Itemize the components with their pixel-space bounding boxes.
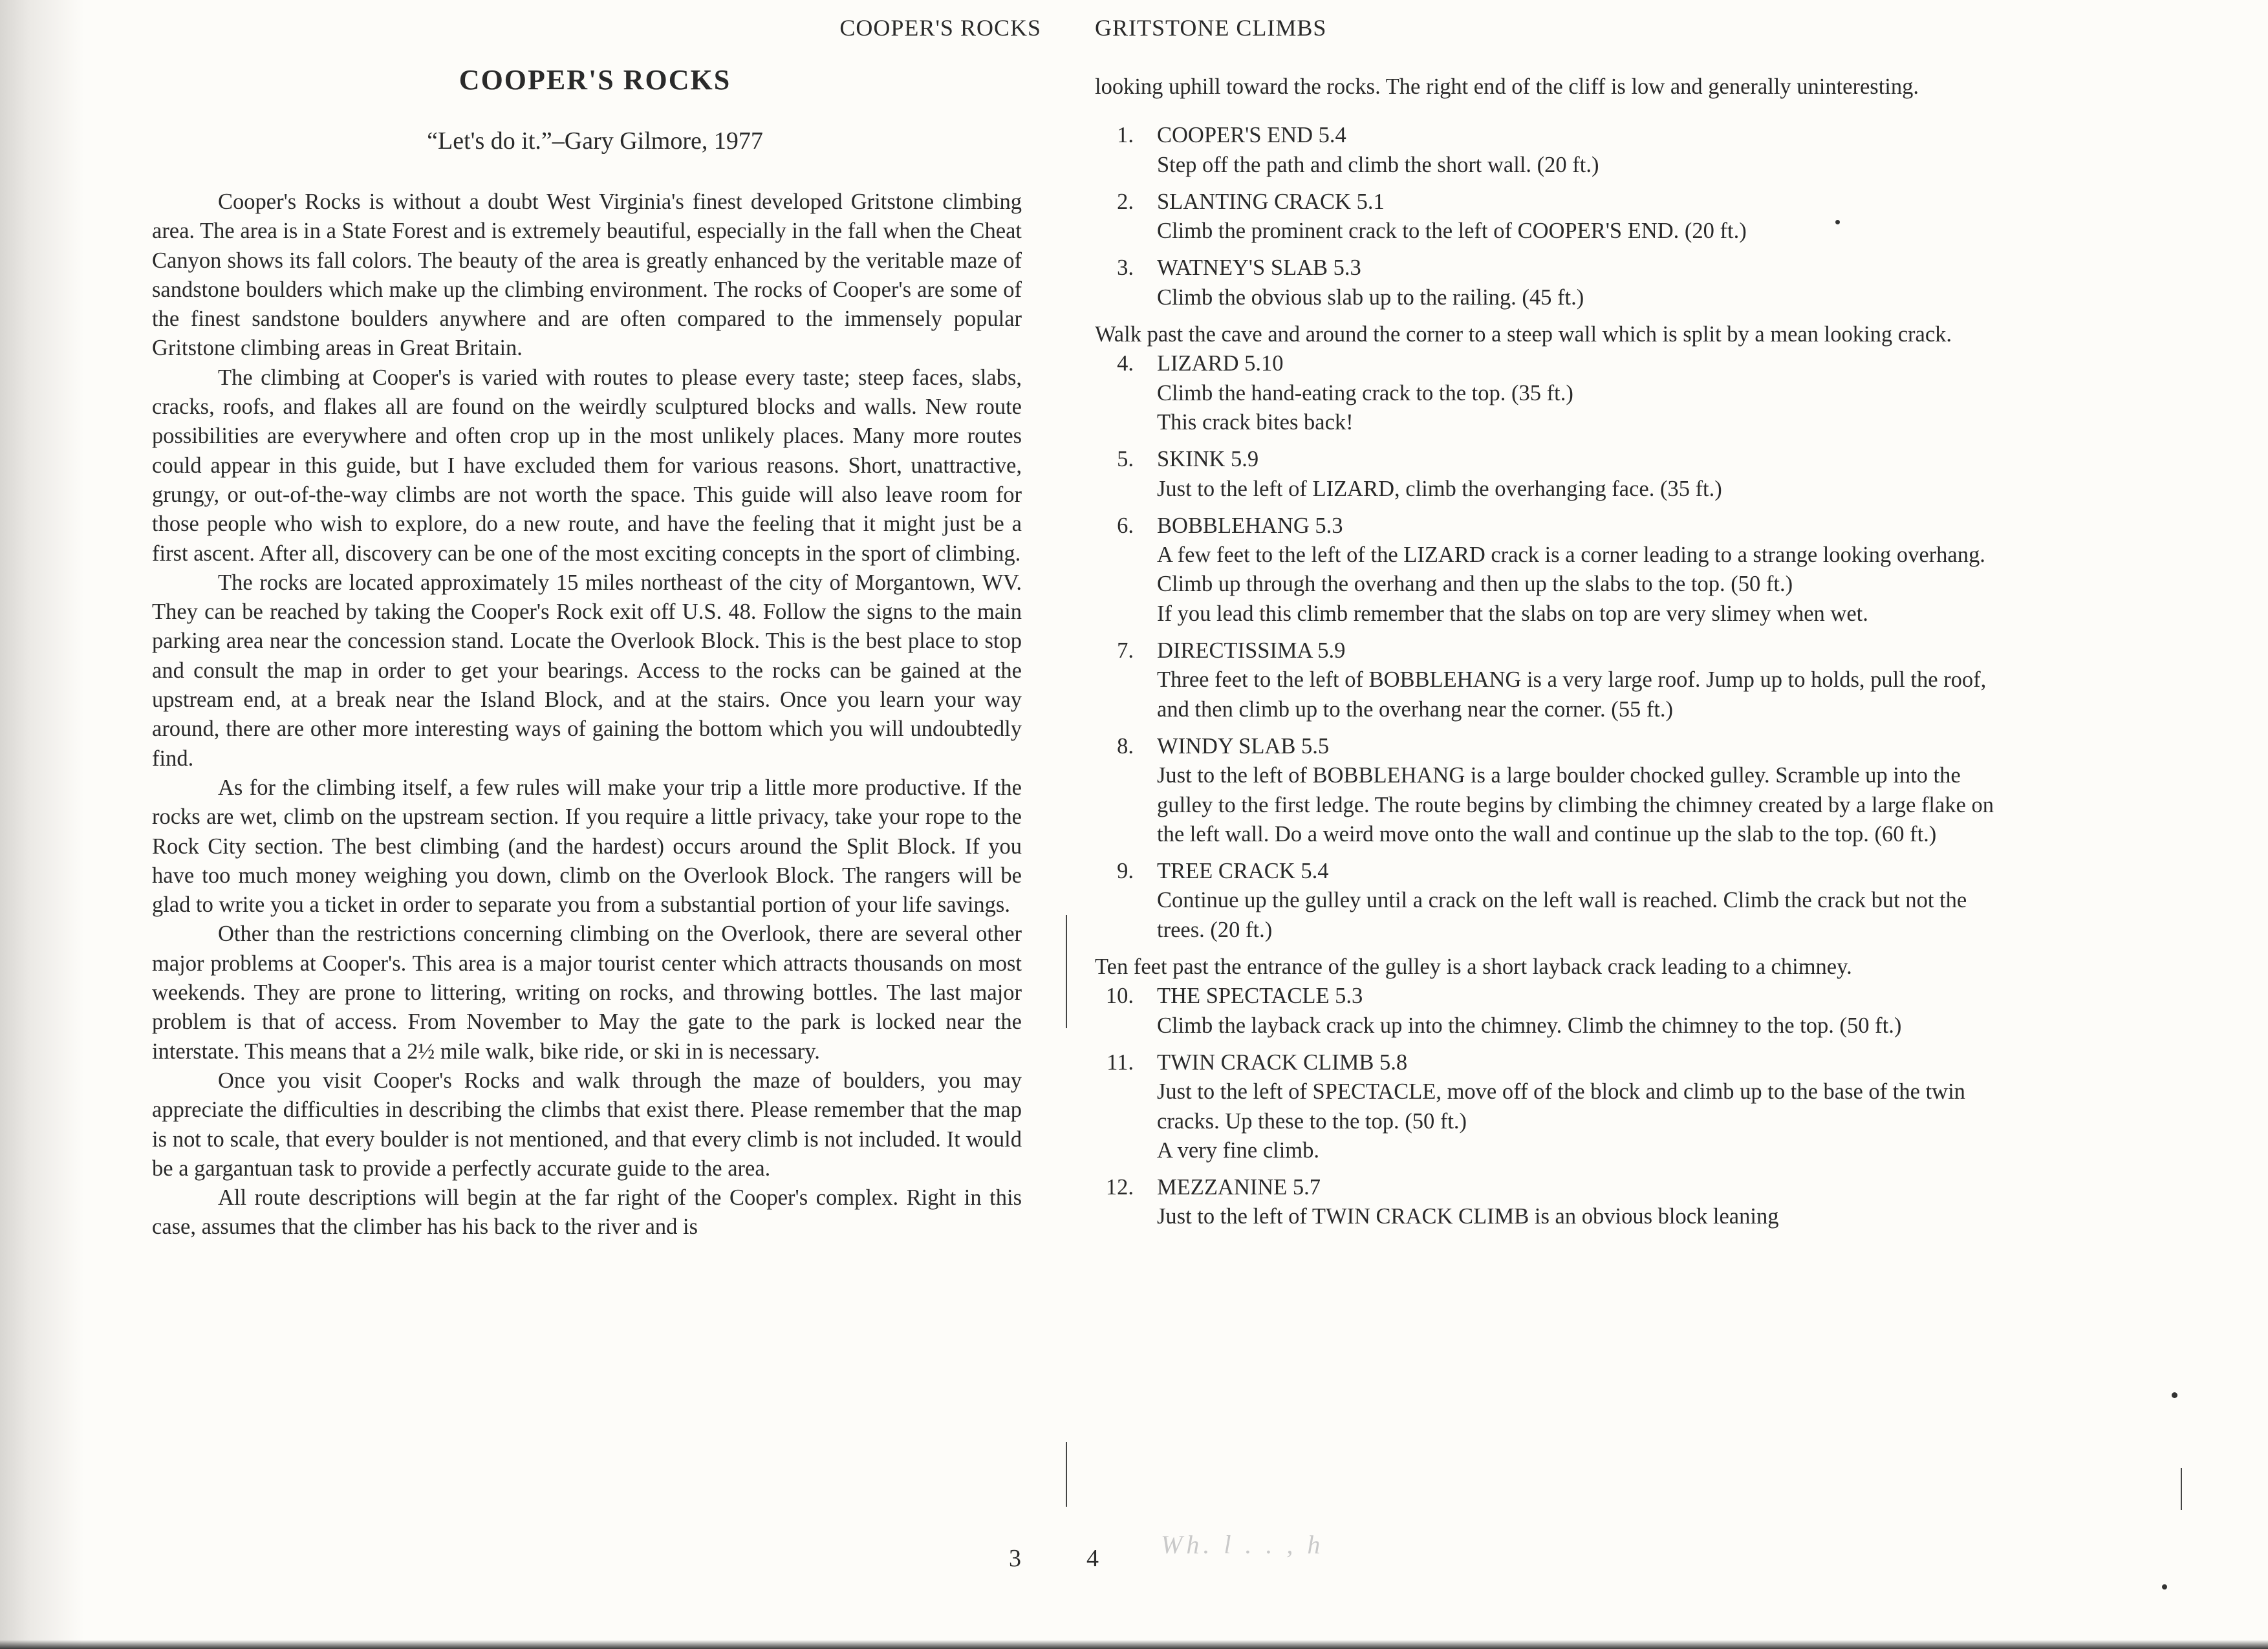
route-number: 12.	[1105, 1175, 1134, 1200]
route-description: Climb the hand-eating crack to the top. (35 ft.)	[1157, 380, 1573, 405]
binding-shadow	[0, 0, 84, 1649]
route-number: 8.	[1117, 733, 1134, 759]
left-running-head: COOPER'S ROCKS	[839, 15, 1041, 41]
route-entry	[1095, 512, 1994, 629]
route-description: Just to the left of SPECTACLE, move off of the block and climb up to the base of the twin cracks. Up these to the top. (50 ft.)	[1157, 1079, 1965, 1134]
route-description: Just to the left of TWIN CRACK CLIMB is an obvious block leaning	[1157, 1204, 1779, 1229]
route-name: SKINK 5.9	[1157, 447, 1259, 472]
route-entry	[1095, 188, 1994, 246]
body-text	[152, 188, 1022, 1242]
route-heading	[1095, 1173, 1994, 1202]
right-page	[1074, 0, 2268, 1649]
route-heading	[1095, 732, 1994, 761]
transition-text: Ten feet past the entrance of the gulley is a short layback crack leading to a chimney.	[1095, 954, 1852, 980]
route-heading	[1095, 445, 1994, 474]
route-number: 6.	[1117, 513, 1134, 538]
route-entry	[1095, 732, 1994, 849]
route-heading	[1095, 1048, 1994, 1077]
speck	[1835, 220, 1840, 224]
handwritten-scribble: Wh. l . . , h	[1161, 1530, 1324, 1559]
route-name: WINDY SLAB 5.5	[1157, 733, 1330, 759]
route-entry	[1095, 1048, 1994, 1165]
right-page-number: 4	[1086, 1545, 1099, 1572]
route-description: Continue up the gulley until a crack on the left wall is reached. Climb the crack but not the trees. (20 ft.)	[1157, 888, 1967, 942]
route-description: Climb the obvious slab up to the railing. (45 ft.)	[1157, 285, 1584, 310]
speck	[2172, 1392, 2177, 1398]
paragraph: Once you visit Cooper's Rocks and walk through the maze of boulders, you may appreciate the difficulties in describing the climbs that exist there. Please remember that the map is not to scale, that every boulder is not mentioned, and that every climb is not included. It would be a gargantuan task to provide a perfectly accurate guide to the area.	[152, 1068, 1022, 1181]
route-name: SLANTING CRACK 5.1	[1157, 189, 1385, 214]
route-number: 9.	[1117, 859, 1134, 884]
transition-text: Walk past the cave and around the corner to a steep wall which is split by a mean looking crack.	[1095, 322, 1952, 347]
route-description: Step off the path and climb the short wall. (20 ft.)	[1157, 152, 1599, 177]
route-heading	[1095, 636, 1994, 665]
route-number: 7.	[1117, 638, 1134, 663]
route-entry	[1095, 1173, 1994, 1232]
scan-edge	[0, 1640, 2268, 1649]
route-name: TREE CRACK 5.4	[1157, 859, 1329, 884]
routes	[1095, 121, 1994, 1231]
paragraph: Other than the restrictions concerning climbing on the Overlook, there are several other major problems at Cooper's. This area is a major tourist center which attracts thousands on most weekends. They are prone to littering, writing on rocks, and throwing bottles. The last major problem is that of access. From November to May the gate to the park is locked near the interstate. This means that a 2½ mile walk, bike ride, or ski in is necessary.	[152, 921, 1022, 1064]
speck	[1066, 915, 1067, 1028]
route-entry	[1095, 857, 1994, 945]
route-entry	[1095, 349, 1994, 437]
route-heading	[1095, 188, 1994, 217]
route-heading	[1095, 857, 1994, 886]
route-description: A very fine climb.	[1157, 1137, 1320, 1163]
route-name: MEZZANINE 5.7	[1157, 1175, 1321, 1200]
route-number: 10.	[1105, 984, 1134, 1009]
route-number: 3.	[1117, 255, 1134, 281]
route-heading	[1095, 253, 1994, 283]
route-description: This crack bites back!	[1157, 409, 1354, 435]
route-name: WATNEY'S SLAB 5.3	[1157, 255, 1361, 281]
route-heading	[1095, 512, 1994, 541]
paragraph: As for the climbing itself, a few rules will make your trip a little more productive. If the rocks are wet, climb on the upstream section. If you require a little privacy, take your rope to the Rock City section. The best climbing (and the hardest) occurs around the Split Block. If you have too much money weighing you down, climb on the Overlook Block. The rangers will be glad to write you a ticket in order to separate you from a substantial portion of your life savings.	[152, 775, 1022, 918]
epigraph: “Let's do it.”–Gary Gilmore, 1977	[427, 127, 763, 155]
route-description: Just to the left of BOBBLEHANG is a large boulder chocked gulley. Scramble up into the gulley to the first ledge. The route begins by climbing the chimney created by a large flake on the left wall. Do a weird move onto the wall and continue up the slab to the top. (60 ft.)	[1157, 763, 1994, 846]
route-number: 4.	[1117, 351, 1134, 376]
right-running-head: GRITSTONE CLIMBS	[1095, 15, 1327, 41]
route-number: 1.	[1117, 123, 1134, 148]
route-heading	[1095, 121, 1994, 150]
intro-text: looking uphill toward the rocks. The right end of the cliff is low and generally uninteresting.	[1095, 74, 1919, 99]
route-description: Just to the left of LIZARD, climb the overhanging face. (35 ft.)	[1157, 476, 1722, 501]
route-name: LIZARD 5.10	[1157, 351, 1284, 376]
route-heading	[1095, 349, 1994, 378]
speck	[2162, 1584, 2167, 1590]
speck	[1066, 1442, 1067, 1507]
route-heading	[1095, 982, 1994, 1011]
route-number: 11.	[1107, 1050, 1134, 1075]
route-entry	[1095, 982, 1994, 1040]
paragraph: Cooper's Rocks is without a doubt West Virginia's finest developed Gritstone climbing area. The area is in a State Forest and is extremely beautiful, especially in the fall when the Cheat Canyon shows its fall colors. The beauty of the area is greatly enhanced by the veritable maze of sandstone boulders which make up the climbing environment. The rocks of Cooper's are some of the finest sandstone boulders anywhere and are often compared to the immensely popular Gritstone climbing areas in Great Britain.	[152, 189, 1022, 361]
route-name: DIRECTISSIMA 5.9	[1157, 638, 1346, 663]
route-name: TWIN CRACK CLIMB 5.8	[1157, 1050, 1408, 1075]
route-number: 2.	[1117, 189, 1134, 214]
route-description: A few feet to the left of the LIZARD crack is a corner leading to a strange looking overhang. Climb up through the overhang and then up the slabs to the top. (50 ft.)	[1157, 543, 1985, 597]
speck	[2181, 1468, 2182, 1510]
route-description: If you lead this climb remember that the slabs on top are very slimey when wet.	[1157, 601, 1868, 626]
route-entry	[1095, 253, 1994, 312]
left-page	[0, 0, 1074, 1649]
left-page-number: 3	[1009, 1545, 1021, 1572]
route-name: THE SPECTACLE 5.3	[1157, 984, 1363, 1009]
route-name: BOBBLEHANG 5.3	[1157, 513, 1343, 538]
route-description: Climb the layback crack up into the chimney. Climb the chimney to the top. (50 ft.)	[1157, 1013, 1902, 1038]
paragraph: The climbing at Cooper's is varied with routes to please every taste; steep faces, slabs, cracks, roofs, and flakes all are found on the weirdly sculptured blocks and walls. New route possibilities are everywhere and often crop up in the most unlikely places. Many more routes could appear in this guide, but I have excluded them for various reasons. Short, unattractive, grungy, or out-of-the-way climbs are not worth the space. This guide will also leave room for those people who wish to explore, do a new route, and have the feeling that it might just be a first ascent. After all, discovery can be one of the most exciting concepts in the sport of climbing.	[152, 365, 1022, 566]
chapter-title: COOPER'S ROCKS	[459, 64, 731, 96]
route-description: Climb the prominent crack to the left of COOPER'S END. (20 ft.)	[1157, 219, 1747, 244]
paragraph: All route descriptions will begin at the far right of the Cooper's complex. Right in this case, assumes that the climber has his back to the river and is	[152, 1185, 1022, 1240]
route-list	[1095, 72, 1994, 1240]
paragraph: The rocks are located approximately 15 miles northeast of the city of Morgantown, WV. They can be reached by taking the Cooper's Rock exit off U.S. 48. Follow the signs to the main parking area near the concession stand. Locate the Overlook Block. This is the best place to stop and consult the map in order to get your bearings. Access to the rocks can be gained at the upstream end, at a break near the Island Block, and at the stairs. Once you learn your way around, there are other more interesting ways of gaining the bottom which you will undoubtedly find.	[152, 570, 1022, 771]
route-description: Three feet to the left of BOBBLEHANG is a very large roof. Jump up to holds, pull the roof, and then climb up to the overhang near the corner. (55 ft.)	[1157, 667, 1987, 722]
route-entry	[1095, 636, 1994, 724]
route-name: COOPER'S END 5.4	[1157, 123, 1346, 148]
route-number: 5.	[1117, 447, 1134, 472]
route-entry	[1095, 121, 1994, 180]
route-entry	[1095, 445, 1994, 504]
